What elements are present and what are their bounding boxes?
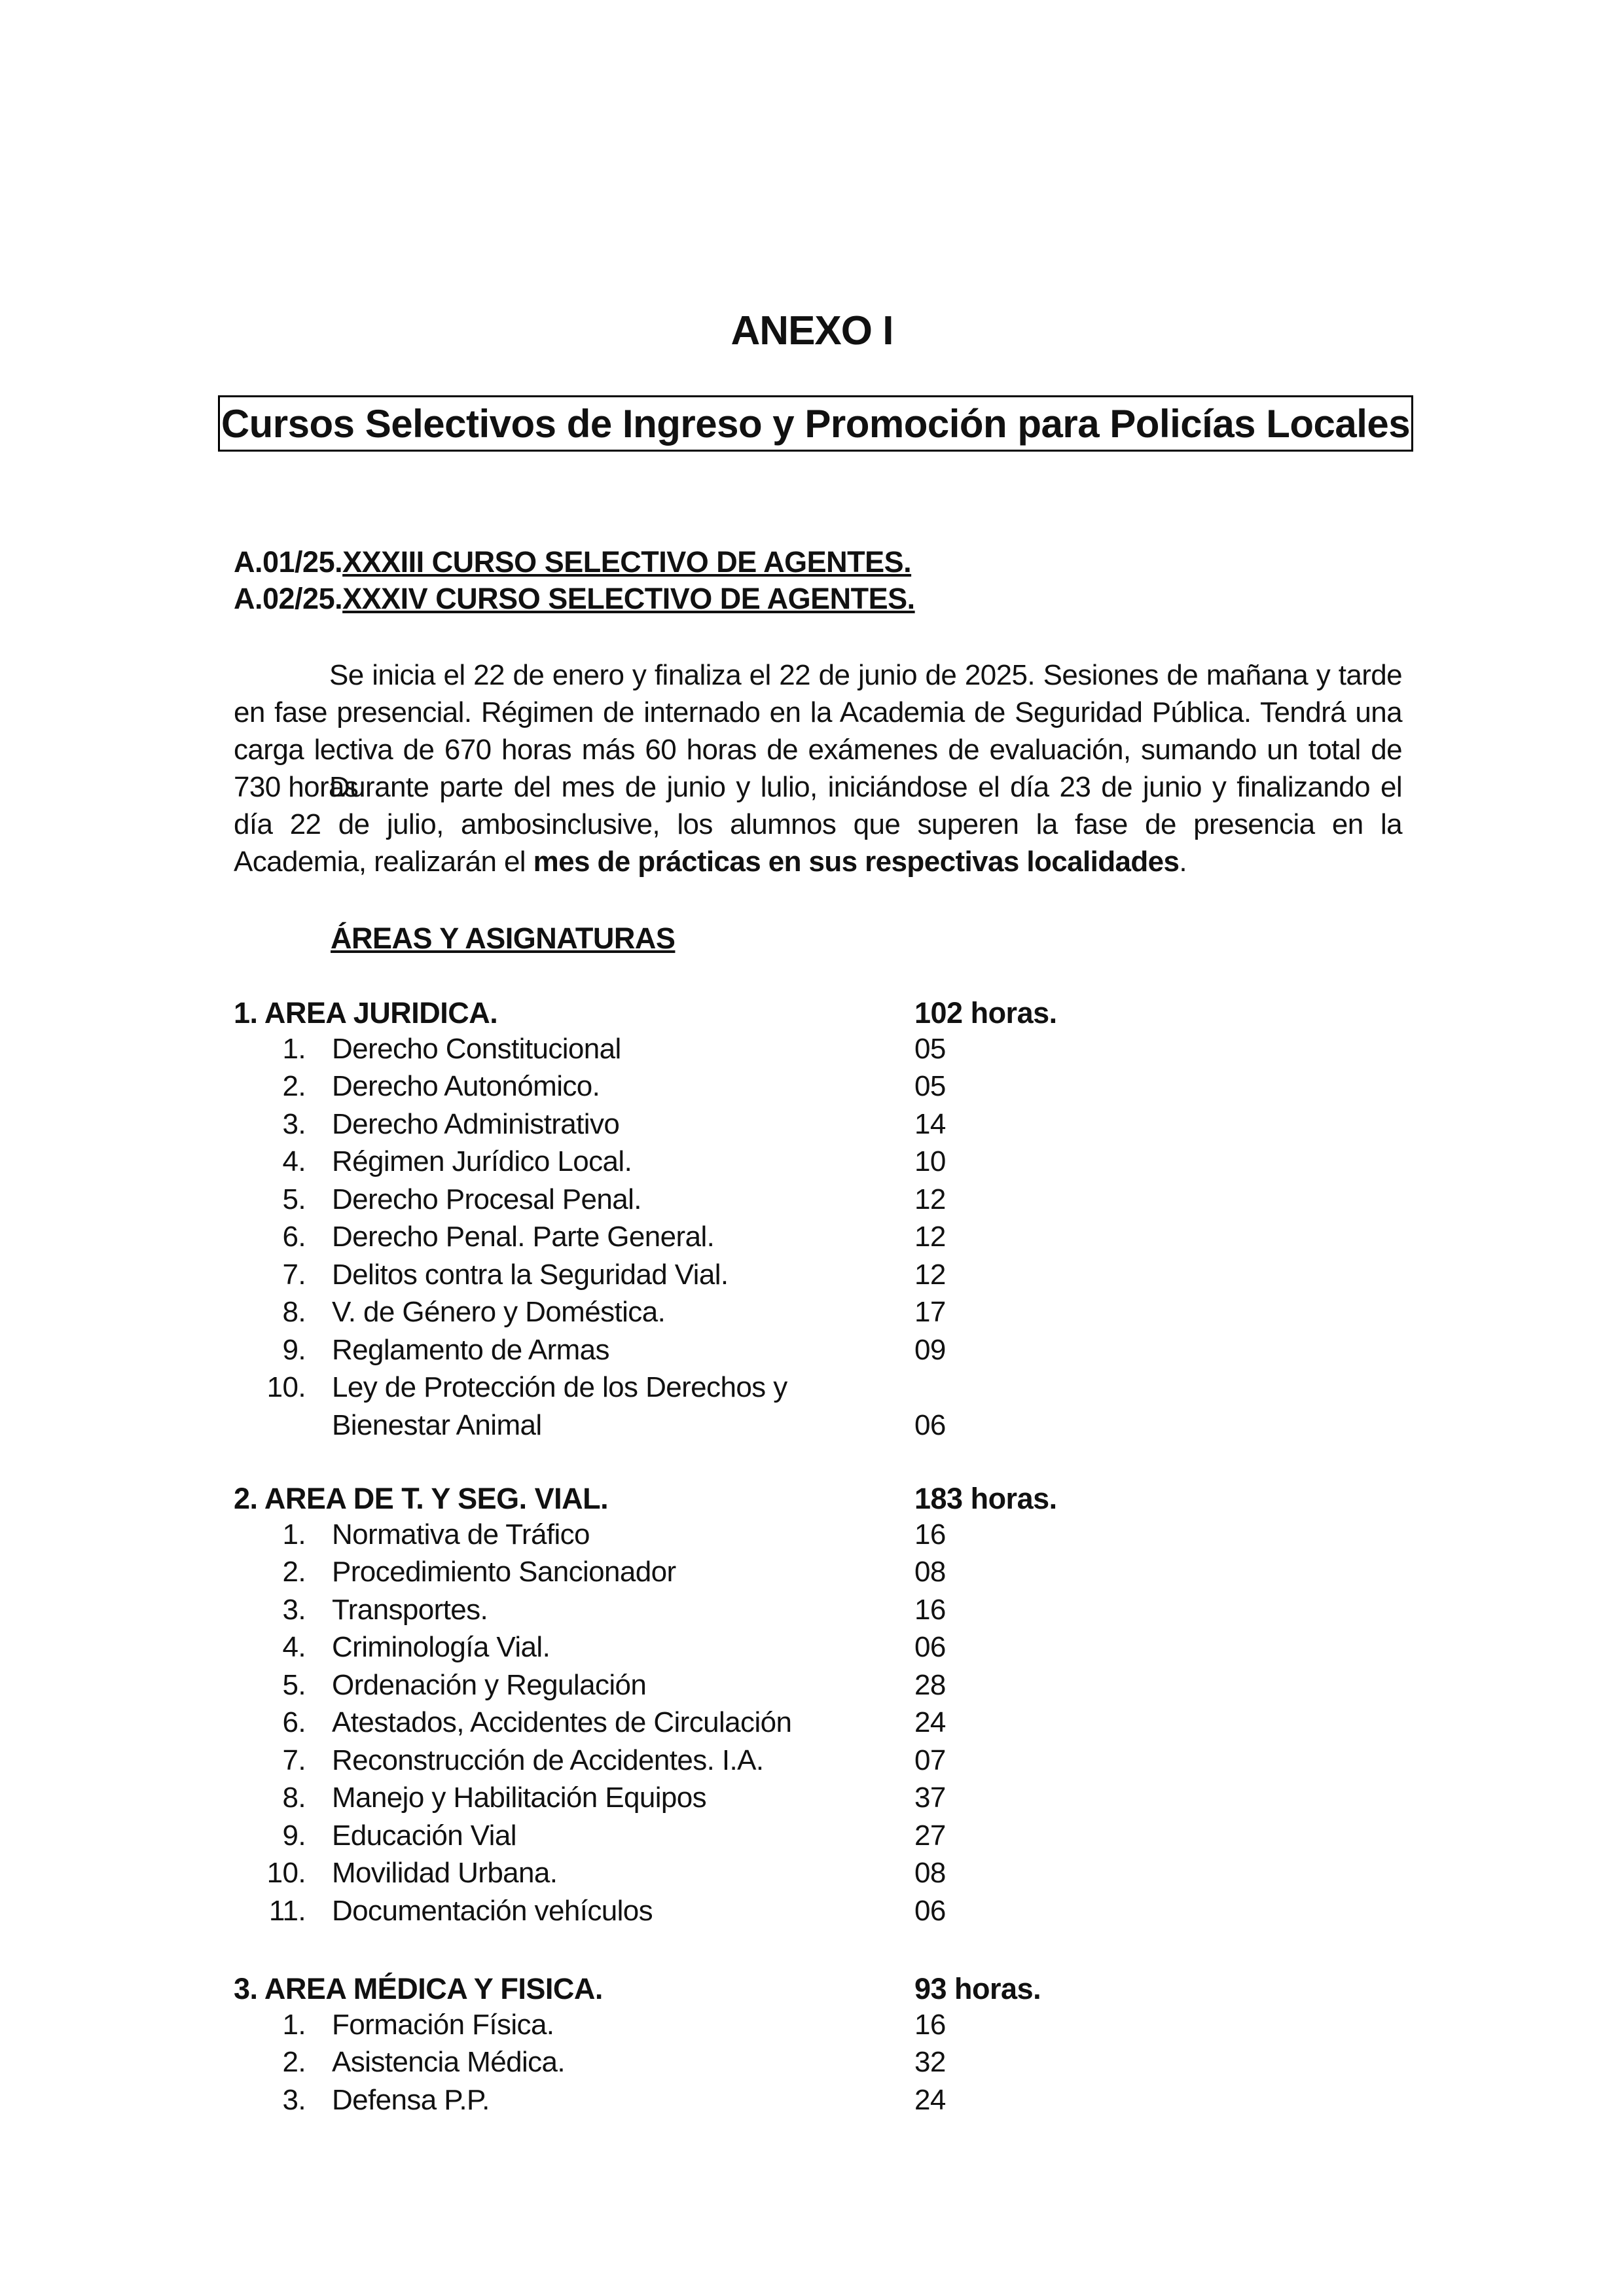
subject-number: 7.	[282, 1744, 306, 1776]
subject-label: Criminología Vial.	[332, 1631, 550, 1663]
subject-number: 2.	[282, 1070, 306, 1102]
subject-hours: 17	[914, 1296, 946, 1328]
subject-hours: 24	[914, 1706, 946, 1738]
subject-hours: 24	[914, 2083, 946, 2116]
subject-label: Bienestar Animal	[332, 1408, 542, 1441]
subject-label: Ley de Protección de los Derechos y	[332, 1371, 787, 1403]
subject-label: Procedimiento Sancionador	[332, 1556, 676, 1588]
subject-hours: 05	[914, 1032, 946, 1065]
practice-paragraph-bold: mes de prácticas en sus respectivas localidades	[533, 846, 1180, 878]
subject-hours: 08	[914, 1556, 946, 1588]
subject-label: Reconstrucción de Accidentes. I.A.	[332, 1744, 764, 1776]
practice-paragraph-end: .	[1179, 846, 1187, 878]
subject-hours: 12	[914, 1221, 946, 1253]
subject-number: 1.	[282, 2008, 306, 2041]
subject-hours: 10	[914, 1145, 946, 1177]
subject-hours: 09	[914, 1333, 946, 1366]
subject-number: 3.	[282, 1107, 306, 1140]
subject-number: 9.	[282, 1333, 306, 1366]
subject-label: Formación Física.	[332, 2008, 554, 2041]
subject-hours: 16	[914, 1593, 946, 1626]
subject-label: Asistencia Médica.	[332, 2046, 566, 2078]
subject-number: 6.	[282, 1706, 306, 1738]
subject-number: 10.	[266, 1857, 306, 1889]
area-hours: 183 horas.	[914, 1482, 1057, 1515]
subject-hours: 07	[914, 1744, 946, 1776]
subject-label: Derecho Constitucional	[332, 1032, 621, 1065]
subject-hours: 12	[914, 1258, 946, 1291]
subject-label: Movilidad Urbana.	[332, 1857, 558, 1889]
practice-paragraph	[234, 768, 1402, 880]
subject-number: 2.	[282, 2046, 306, 2078]
subject-hours: 32	[914, 2046, 946, 2078]
area-title: 2. AREA DE T. Y SEG. VIAL.	[234, 1482, 609, 1515]
subject-label: Reglamento de Armas	[332, 1333, 609, 1366]
subject-label: Transportes.	[332, 1593, 488, 1626]
area-title: 1. AREA JURIDICA.	[234, 996, 498, 1030]
subject-hours: 06	[914, 1408, 946, 1441]
subject-hours: 16	[914, 2008, 946, 2041]
practice-paragraph-text: Durante parte del mes de junio y lulio, iniciándose el día 23 de junio y finalizando el día 22 de julio, ambosinclusive, los alumnos que superen la fase de presencia en la Academia, realizarán el	[234, 771, 1402, 878]
course-name: XXXIII CURSO SELECTIVO DE AGENTES.	[342, 545, 912, 579]
subject-number: 3.	[282, 2083, 306, 2116]
subject-number: 1.	[282, 1518, 306, 1551]
subject-label: Derecho Autonómico.	[332, 1070, 600, 1102]
area-header	[234, 996, 1085, 1030]
subject-number: 2.	[282, 1556, 306, 1588]
subject-hours: 06	[914, 1631, 946, 1663]
subject-hours: 06	[914, 1894, 946, 1927]
subject-number: 9.	[282, 1819, 306, 1852]
area-title: 3. AREA MÉDICA Y FISICA.	[234, 1972, 603, 2005]
subject-label: V. de Género y Doméstica.	[332, 1296, 666, 1328]
subject-hours: 27	[914, 1819, 946, 1852]
subject-number: 5.	[282, 1668, 306, 1701]
annex-title: ANEXO I	[731, 308, 893, 353]
subject-number: 8.	[282, 1296, 306, 1328]
subject-number: 1.	[282, 1032, 306, 1065]
subject-label: Manejo y Habilitación Equipos	[332, 1782, 707, 1814]
course-code: A.02/25.	[234, 582, 343, 615]
subject-hours: 08	[914, 1857, 946, 1889]
area-hours: 93 horas.	[914, 1972, 1041, 2005]
subject-label: Defensa P.P.	[332, 2083, 490, 2116]
course-line	[234, 582, 915, 616]
areas-heading: ÁREAS Y ASIGNATURAS	[331, 922, 676, 955]
area-header	[234, 1972, 1085, 2006]
course-code: A.01/25.	[234, 545, 343, 579]
area-header	[234, 1482, 1085, 1516]
subject-number: 8.	[282, 1782, 306, 1814]
subject-number: 7.	[282, 1258, 306, 1291]
subject-hours: 05	[914, 1070, 946, 1102]
course-name: XXXIV CURSO SELECTIVO DE AGENTES.	[342, 582, 915, 615]
subject-hours: 37	[914, 1782, 946, 1814]
subject-hours: 28	[914, 1668, 946, 1701]
subject-label: Atestados, Accidentes de Circulación	[332, 1706, 792, 1738]
subject-label: Delitos contra la Seguridad Vial.	[332, 1258, 729, 1291]
subject-label: Educación Vial	[332, 1819, 516, 1852]
subject-label: Derecho Procesal Penal.	[332, 1183, 641, 1215]
subject-number: 10.	[266, 1371, 306, 1403]
subject-hours: 14	[914, 1107, 946, 1140]
subject-number: 3.	[282, 1593, 306, 1626]
subject-number: 6.	[282, 1221, 306, 1253]
subject-hours: 12	[914, 1183, 946, 1215]
subject-label: Derecho Penal. Parte General.	[332, 1221, 715, 1253]
area-hours: 102 horas.	[914, 996, 1057, 1030]
subject-hours: 16	[914, 1518, 946, 1551]
subject-label: Régimen Jurídico Local.	[332, 1145, 632, 1177]
intro-paragraph-text: Se inicia el 22 de enero y finaliza el 22 de junio de 2025. Sesiones de mañana y tarde en fase presencial. Régimen de internado en la Academia de Seguridad Pública. Tendrá una carga lectiva de 670 horas más 60 horas de exámenes de evaluación, sumando un total de 730 horas.	[234, 659, 1402, 803]
banner-title: Cursos Selectivos de Ingreso y Promoción para Policías Locales	[218, 395, 1413, 452]
subject-label: Normativa de Tráfico	[332, 1518, 590, 1551]
subject-label: Ordenación y Regulación	[332, 1668, 647, 1701]
subject-number: 5.	[282, 1183, 306, 1215]
subject-number: 11.	[268, 1894, 306, 1927]
subject-number: 4.	[282, 1145, 306, 1177]
subject-number: 4.	[282, 1631, 306, 1663]
course-line	[234, 545, 911, 579]
subject-label: Derecho Administrativo	[332, 1107, 620, 1140]
subject-label: Documentación vehículos	[332, 1894, 653, 1927]
